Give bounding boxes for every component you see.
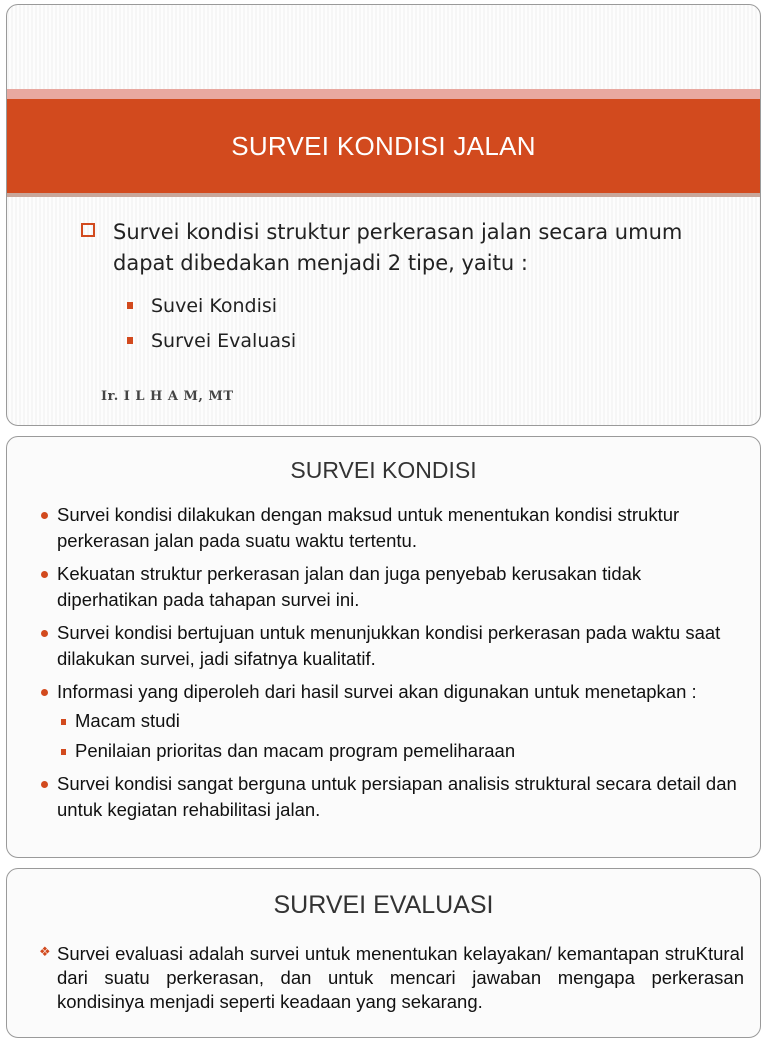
slide-2-title: SURVEI KONDISI: [290, 457, 477, 483]
list-item: Kekuatan struktur perkerasan jalan dan juga penyebab kerusakan tidak diperhatikan pada tahapan survei ini.: [57, 561, 746, 613]
slide-3-title: SURVEI EVALUASI: [273, 891, 494, 919]
square-bullet-icon: [61, 719, 66, 725]
square-bullet-icon: [81, 223, 95, 237]
square-bullet-icon: [127, 337, 133, 344]
slide-1: [6, 4, 761, 426]
slide-1-intro: Survei kondisi struktur perkerasan jalan secara umum dapat dibedakan menjadi 2 tipe, yaitu :: [113, 220, 683, 275]
slide-3-body: [39, 942, 744, 1014]
dot-bullet-icon: [41, 630, 48, 637]
sub-list-item: Macam studi: [75, 708, 746, 734]
banner-bottom-stripe: [7, 193, 760, 197]
dot-bullet-icon: [41, 781, 48, 788]
sub-list-item: Penilaian prioritas dan macam program pemeliharaan: [75, 738, 746, 764]
slide-2: [6, 436, 761, 858]
dot-bullet-icon: [41, 512, 48, 519]
list-item: Informasi yang diperoleh dari hasil survei akan digunakan untuk menetapkan :: [57, 679, 746, 705]
dot-bullet-icon: [41, 689, 48, 696]
author-credit: Ir. I L H A M, MT: [101, 389, 234, 404]
square-bullet-icon: [127, 302, 133, 309]
square-bullet-icon: [61, 749, 66, 755]
list-item: Survei Evaluasi: [151, 324, 731, 359]
diamond-bullet-icon: ❖: [39, 944, 51, 959]
slide-1-title: SURVEI KONDISI JALAN: [7, 99, 760, 193]
slide-3: [6, 868, 761, 1038]
list-item: Suvei Kondisi: [151, 289, 731, 324]
slide-3-text: Survei evaluasi adalah survei untuk menentukan kelayakan/ kemantapan struKtural dari suatu perkerasan, dan untuk mencari jawaban mengapa perkerasan kondisinya menjadi seperti keadaan yang sekarang.: [57, 943, 744, 1012]
list-item: Survei kondisi sangat berguna untuk persiapan analisis struktural secara detail dan untuk kegiatan rehabilitasi jalan.: [57, 771, 746, 823]
list-item: Survei kondisi dilakukan dengan maksud untuk menentukan kondisi struktur perkerasan jalan pada suatu waktu tertentu.: [57, 502, 746, 554]
survey-type-list: [151, 289, 731, 359]
slide-1-body: [81, 217, 731, 359]
banner-top-stripe: [7, 89, 760, 99]
slide-2-bullets: [57, 502, 746, 823]
dot-bullet-icon: [41, 571, 48, 578]
list-item: Survei kondisi bertujuan untuk menunjukkan kondisi perkerasan pada waktu saat dilakukan survei, jadi sifatnya kualitatif.: [57, 620, 746, 672]
